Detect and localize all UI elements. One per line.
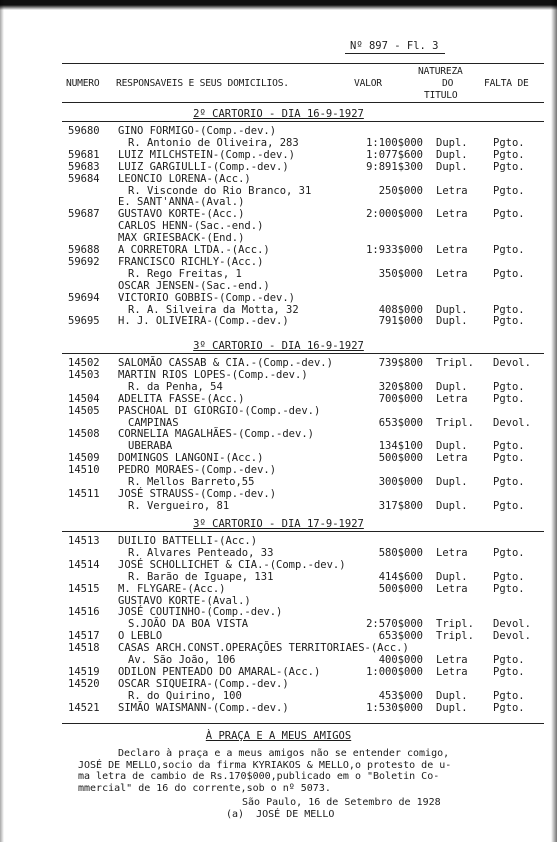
register-row [0, 535, 557, 547]
entry-number: 14518 [68, 642, 100, 655]
missing-reason: Pgto. [493, 654, 525, 666]
entry-number: 14520 [68, 677, 100, 690]
entry-value: 320$800 [378, 380, 423, 393]
header-titulo: TITULO [424, 90, 458, 101]
register-row [0, 393, 557, 405]
register-row [0, 196, 557, 208]
title-type: Dupl. [436, 148, 468, 161]
responsible-party: R. Mellos Barreto,55 [128, 476, 255, 488]
entry-value: 408$000 [378, 303, 423, 316]
header-valor: VALOR [354, 78, 382, 89]
responsible-party: LEONCIO LORENA-(Acc.) [118, 172, 251, 185]
header-falta: FALTA DE [484, 78, 529, 89]
title-type: Dupl. [436, 701, 468, 714]
header-numero: NUMERO [66, 78, 100, 89]
register-row [0, 440, 557, 452]
title-type: Tripl. [436, 416, 474, 429]
missing-reason: Pgto. [493, 148, 525, 161]
entry-value: 134$100 [378, 440, 423, 453]
responsible-party: GINO FORMIGO-(Comp.-dev.) [118, 125, 277, 137]
title-type: Dupl. [436, 160, 468, 173]
responsible-party: O LEBLO [118, 630, 163, 643]
register-row [0, 630, 557, 642]
entry-value: 250$000 [378, 184, 423, 197]
responsible-party: DUILIO BATTELLI-(Acc.) [118, 535, 258, 547]
register-row [0, 606, 557, 618]
register-row [0, 357, 557, 369]
responsible-party: ADELITA FASSE-(Acc.) [118, 392, 245, 405]
responsible-party: OSCAR JENSEN-(Sac.-end.) [118, 279, 270, 292]
responsible-party: LUIZ GARGIULLI-(Comp.-dev.) [118, 160, 289, 173]
entry-value: 580$000 [378, 546, 423, 559]
register-row [0, 315, 557, 327]
responsible-party: DOMINGOS LANGONI-(Acc.) [118, 452, 264, 465]
missing-reason: Pgto. [493, 665, 525, 678]
register-row [0, 381, 557, 393]
register-row [0, 292, 557, 304]
register-row [0, 405, 557, 417]
register-row [0, 666, 557, 678]
entry-number: 59683 [68, 160, 100, 173]
title-type: Dupl. [436, 476, 468, 488]
missing-reason: Pgto. [493, 160, 525, 173]
title-type: Letra [436, 184, 468, 197]
section-rule [62, 121, 544, 122]
section-title: 2º CARTORIO - DIA 16-9-1927 [193, 108, 364, 120]
responsible-party: E. SANT'ANNA-(Aval.) [118, 196, 245, 209]
footer-line: ma letra de cambio de Rs.170$000,publicado em o "Boletin Co- [78, 771, 440, 782]
entry-value: 2:570$000 [366, 618, 423, 631]
title-type: Tripl. [436, 630, 474, 643]
responsible-party: PASCHOAL DI GIORGIO-(Comp.-dev.) [118, 404, 321, 417]
title-type: Dupl. [436, 440, 468, 453]
register-row [0, 654, 557, 666]
missing-reason: Pgto. [493, 303, 525, 316]
section-title: 3º CARTORIO - DIA 16-9-1927 [193, 340, 364, 352]
footer-line: Declaro à praça e a meus amigos não se entender comigo, [118, 748, 450, 759]
entry-number: 14515 [68, 582, 100, 595]
register-row [0, 702, 557, 714]
missing-reason: Devol. [493, 630, 531, 643]
register-row [0, 476, 557, 488]
entry-value: 500$000 [378, 452, 423, 465]
title-type: Letra [436, 452, 468, 465]
responsible-party: JOSÉ SCHOLLICHET & CIA.-(Comp.-dev.) [118, 558, 346, 571]
responsible-party: SALOMÃO CASSAB & CIA.-(Comp.-dev.) [118, 357, 333, 369]
responsible-party: R. A. Silveira da Motta, 32 [128, 303, 299, 316]
footer-line: mmercial" de 16 do corrente,sob o nº 5073. [78, 782, 331, 794]
entry-number: 14517 [68, 630, 100, 643]
entry-number: 14516 [68, 606, 100, 619]
responsible-party: CORNELIA MAGALHÃES-(Comp.-dev.) [118, 428, 314, 441]
responsible-party: OSCAR SIQUEIRA-(Comp.-dev.) [118, 677, 289, 690]
register-row [0, 547, 557, 559]
responsible-party: CASAS ARCH.CONST.OPERAÇÕES TERRITORIAES-(Acc.) [118, 642, 409, 655]
register-row [0, 268, 557, 280]
register-row [0, 642, 557, 654]
register-row [0, 256, 557, 268]
missing-reason: Pgto. [493, 452, 525, 465]
title-type: Letra [436, 582, 468, 595]
title-type: Letra [436, 546, 468, 559]
entry-number: 14505 [68, 404, 100, 417]
register-row [0, 149, 557, 161]
register-row [0, 369, 557, 381]
responsible-party: JOSÉ STRAUSS-(Comp.-dev.) [118, 487, 277, 500]
responsible-party: R. Vergueiro, 81 [128, 499, 230, 512]
register-row [0, 173, 557, 185]
responsible-party: ODILON PENTEADO DO AMARAL-(Acc.) [118, 665, 321, 678]
register-row [0, 220, 557, 232]
register-row [0, 280, 557, 292]
entry-number: 14509 [68, 452, 100, 465]
register-row [0, 583, 557, 595]
title-type: Dupl. [436, 303, 468, 316]
entry-number: 59681 [68, 148, 100, 161]
missing-reason: Pgto. [493, 136, 525, 149]
responsible-party: CARLOS HENN-(Sac.-end.) [118, 220, 264, 233]
entry-number: 59684 [68, 172, 100, 185]
register-row [0, 452, 557, 464]
entry-number: 59692 [68, 255, 100, 268]
entry-value: 317$800 [378, 499, 423, 512]
entry-number: 59680 [68, 125, 100, 137]
entry-value: 653$000 [378, 630, 423, 643]
missing-reason: Pgto. [493, 570, 525, 583]
register-row [0, 428, 557, 440]
entry-value: 700$000 [378, 392, 423, 405]
section-title: 3º CARTORIO - DIA 17-9-1927 [193, 518, 364, 530]
register-row [0, 595, 557, 607]
header-responsaveis: RESPONSAVEIS E SEUS DOMICILIOS. [116, 78, 289, 89]
entry-value: 1:077$600 [366, 148, 423, 161]
missing-reason: Pgto. [493, 380, 525, 393]
footer-signature: (a) JOSÉ DE MELLO [226, 809, 335, 820]
header-do: DO [442, 78, 454, 89]
responsible-party: R. da Penha, 54 [128, 380, 223, 393]
entry-number: 14508 [68, 428, 100, 441]
entry-value: 414$600 [378, 570, 423, 583]
responsible-party: MARTIN RIOS LOPES-(Comp.-dev.) [118, 368, 308, 381]
scan-top-edge [0, 0, 557, 10]
responsible-party: VICTORIO GOBBIS-(Comp.-dev.) [118, 291, 296, 304]
responsible-party: M. FLYGARE-(Acc.) [118, 582, 226, 595]
footer-date: São Paulo, 16 de Setembro de 1928 [242, 797, 441, 808]
missing-reason: Pgto. [493, 184, 525, 197]
responsible-party: S.JOÃO DA BOA VISTA [128, 618, 249, 631]
entry-number: 14504 [68, 392, 100, 405]
register-row [0, 125, 557, 137]
title-type: Dupl. [436, 380, 468, 393]
missing-reason: Pgto. [493, 689, 525, 702]
entry-value: 9:891$300 [366, 160, 423, 173]
responsible-party: R. Rego Freitas, 1 [128, 267, 242, 280]
register-row [0, 464, 557, 476]
footer-line: JOSÉ DE MELLO,socio da firma KYRIAKOS & MELLO,o protesto de u- [78, 759, 452, 771]
register-row [0, 417, 557, 429]
missing-reason: Pgto. [493, 499, 525, 512]
register-row [0, 304, 557, 316]
responsible-party: R. Antonio de Oliveira, 283 [128, 136, 299, 149]
header-top-rule [62, 63, 544, 64]
footer-title: À PRAÇA E A MEUS AMIGOS [205, 730, 352, 742]
register-row [0, 559, 557, 571]
entry-number: 59695 [68, 315, 100, 328]
missing-reason: Pgto. [493, 315, 525, 328]
title-type: Letra [436, 654, 468, 666]
entry-value: 1:933$000 [366, 244, 423, 256]
page-reference-underline [345, 53, 445, 54]
register-row [0, 232, 557, 244]
responsible-party: R. do Quirino, 100 [128, 689, 242, 702]
title-type: Letra [436, 392, 468, 405]
responsible-party: Av. São João, 106 [128, 654, 236, 666]
missing-reason: Devol. [493, 416, 531, 429]
missing-reason: Devol. [493, 357, 531, 369]
register-row [0, 488, 557, 500]
entry-value: 1:000$000 [366, 665, 423, 678]
entry-number: 59688 [68, 244, 100, 256]
register-row [0, 618, 557, 630]
register-row [0, 208, 557, 220]
missing-reason: Pgto. [493, 701, 525, 714]
entry-number: 59694 [68, 291, 100, 304]
section-rule [62, 353, 544, 354]
title-type: Letra [436, 208, 468, 221]
section-rule [62, 531, 544, 532]
responsible-party: UBERABA [128, 440, 173, 453]
header-bottom-rule [62, 102, 544, 103]
header-natureza: NATUREZA [418, 66, 463, 77]
page-reference: Nº 897 - Fl. 3 [350, 40, 439, 52]
missing-reason: Pgto. [493, 267, 525, 280]
register-row [0, 571, 557, 583]
register-row [0, 137, 557, 149]
responsible-party: GUSTAVO KORTE-(Acc.) [118, 208, 245, 221]
entry-number: 14513 [68, 535, 100, 547]
missing-reason: Pgto. [493, 440, 525, 453]
entry-number: 14503 [68, 368, 100, 381]
title-type: Letra [436, 244, 468, 256]
responsible-party: PEDRO MORAES-(Comp.-dev.) [118, 464, 277, 477]
title-type: Dupl. [436, 315, 468, 328]
entry-number: 14521 [68, 701, 100, 714]
entry-value: 453$000 [378, 689, 423, 702]
entry-number: 14502 [68, 357, 100, 369]
entry-value: 400$000 [378, 654, 423, 666]
entry-number: 59687 [68, 208, 100, 221]
entry-number: 14519 [68, 665, 100, 678]
responsible-party: LUIZ MILCHSTEIN-(Comp.-dev.) [118, 148, 296, 161]
responsible-party: A CORRETORA LTDA.-(Acc.) [118, 244, 270, 256]
responsible-party: CAMPINAS [128, 416, 179, 429]
entry-value: 791$000 [378, 315, 423, 328]
entry-value: 653$000 [378, 416, 423, 429]
entry-value: 739$800 [378, 357, 423, 369]
missing-reason: Pgto. [493, 476, 525, 488]
missing-reason: Pgto. [493, 546, 525, 559]
register-row [0, 161, 557, 173]
entry-value: 1:530$000 [366, 701, 423, 714]
entry-value: 350$000 [378, 267, 423, 280]
responsible-party: R. Visconde do Rio Branco, 31 [128, 184, 312, 197]
responsible-party: R. Barão de Iguape, 131 [128, 570, 274, 583]
responsible-party: JOSÉ COUTINHO-(Comp.-dev.) [118, 606, 283, 619]
entry-value: 1:100$000 [366, 136, 423, 149]
title-type: Dupl. [436, 136, 468, 149]
register-row [0, 678, 557, 690]
title-type: Letra [436, 665, 468, 678]
entry-value: 300$000 [378, 476, 423, 488]
missing-reason: Pgto. [493, 208, 525, 221]
entry-value: 500$000 [378, 582, 423, 595]
entry-value: 2:000$000 [366, 208, 423, 221]
title-type: Dupl. [436, 689, 468, 702]
missing-reason: Devol. [493, 618, 531, 631]
entry-number: 14511 [68, 487, 100, 500]
missing-reason: Pgto. [493, 244, 525, 256]
title-type: Tripl. [436, 618, 474, 631]
entry-number: 14510 [68, 464, 100, 477]
title-type: Tripl. [436, 357, 474, 369]
responsible-party: GUSTAVO KORTE-(Aval.) [118, 594, 251, 607]
title-type: Dupl. [436, 570, 468, 583]
responsible-party: SIMÃO WAISMANN-(Comp.-dev.) [118, 701, 289, 714]
responsible-party: MAX GRIESBACK-(End.) [118, 232, 245, 245]
title-type: Letra [436, 267, 468, 280]
register-row [0, 185, 557, 197]
missing-reason: Pgto. [493, 392, 525, 405]
missing-reason: Pgto. [493, 582, 525, 595]
title-type: Dupl. [436, 499, 468, 512]
responsible-party: FRANCISCO RICHLY-(Acc.) [118, 255, 264, 268]
register-row [0, 244, 557, 256]
register-row [0, 690, 557, 702]
responsible-party: H. J. OLIVEIRA-(Comp.-dev.) [118, 315, 289, 328]
register-row [0, 500, 557, 512]
responsible-party: R. Alvares Penteado, 33 [128, 546, 274, 559]
table-end-rule [62, 723, 544, 724]
entry-number: 14514 [68, 558, 100, 571]
